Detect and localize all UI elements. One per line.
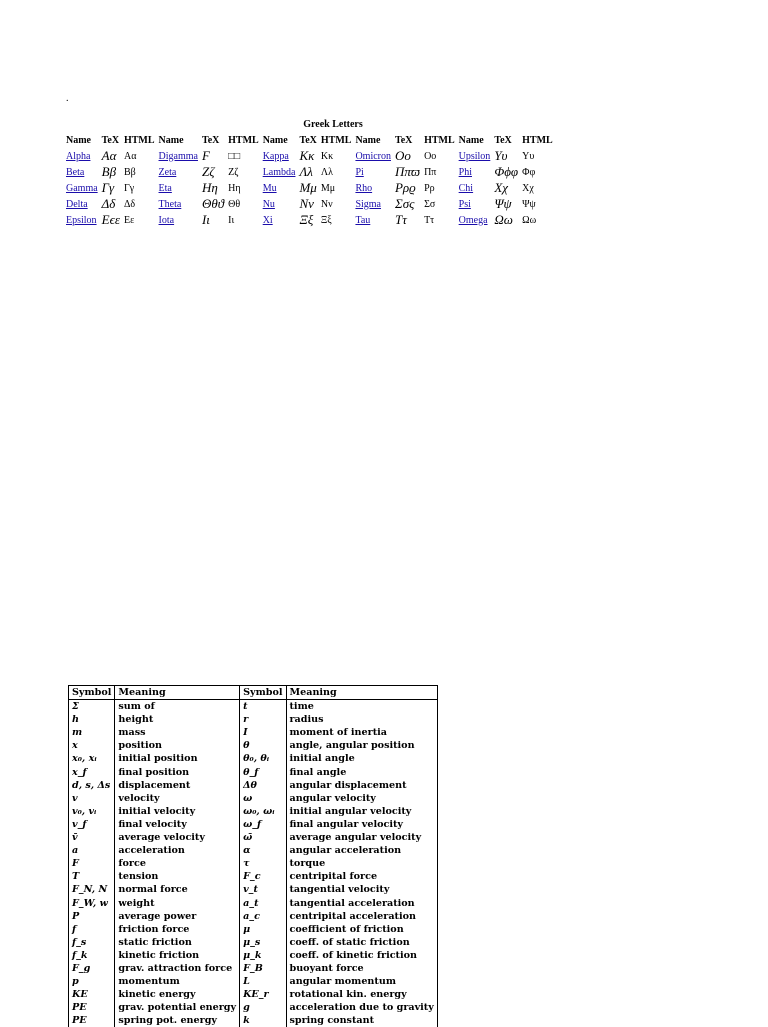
col-header-name: Name (66, 135, 91, 146)
physics-row (69, 844, 438, 857)
symbol-cell: T (69, 870, 115, 883)
symbol-cell: d, s, Δs (69, 779, 115, 792)
greek-name-cell (261, 180, 298, 196)
symbol-cell: m (69, 726, 115, 739)
greek-tex-cell: Φϕφ (494, 164, 519, 179)
symbol-cell: ω₀, ωᵢ (240, 805, 286, 818)
meaning-cell: normal force (115, 883, 240, 896)
symbol-cell: a (69, 844, 115, 857)
meaning-cell: moment of inertia (286, 726, 437, 739)
physics-symbols-table (68, 685, 438, 1027)
greek-letter-link[interactable]: Nu (262, 198, 275, 210)
meaning-cell: average velocity (115, 831, 240, 844)
greek-name-cell (64, 212, 100, 228)
col-header-html: HTML (522, 135, 553, 146)
physics-row (69, 883, 438, 896)
col-header-html: HTML (123, 135, 155, 146)
greek-html-cell: Θθ (228, 198, 241, 210)
greek-tex-cell: Ττ (394, 212, 407, 227)
greek-html-cell: Σσ (424, 198, 436, 210)
greek-name-cell (457, 148, 493, 164)
meaning-cell: average power (115, 910, 240, 923)
symbol-cell: KE (69, 988, 115, 1001)
col-header-name: Name (262, 135, 288, 146)
greek-name-cell (457, 212, 493, 228)
col-header-symbol: Symbol (69, 686, 115, 700)
col-header-name: Name (355, 135, 381, 146)
greek-letter-link[interactable]: Omicron (355, 150, 391, 162)
meaning-cell: coeff. of static friction (286, 936, 437, 949)
greek-tex-cell: Ϝ (201, 148, 210, 163)
symbol-cell: x_f (69, 766, 115, 779)
meaning-cell: force (115, 857, 240, 870)
greek-row (64, 164, 555, 180)
greek-name-cell (261, 196, 298, 212)
greek-tex-cell: Εϵε (101, 212, 120, 227)
greek-tex-cell: Αα (101, 148, 117, 163)
col-header-name: Name (158, 135, 184, 146)
greek-html-cell: Νν (320, 198, 333, 210)
physics-row (69, 949, 438, 962)
meaning-cell: weight (115, 897, 240, 910)
physics-row (69, 779, 438, 792)
page-dot: . (66, 93, 69, 104)
symbol-cell: PE (69, 1001, 115, 1014)
symbol-cell: f_k (69, 949, 115, 962)
greek-html-cell: Γγ (123, 182, 135, 194)
greek-letters-table (64, 133, 555, 228)
meaning-cell: average angular velocity (286, 831, 437, 844)
physics-row (69, 726, 438, 739)
physics-row (69, 818, 438, 831)
symbol-cell: μ_k (240, 949, 286, 962)
greek-name-cell (157, 196, 200, 212)
greek-tex-cell: Λλ (299, 164, 313, 179)
greek-letter-link[interactable]: Xi (262, 214, 273, 226)
greek-letter-link[interactable]: Digamma (158, 150, 198, 162)
symbol-cell: t (240, 700, 286, 714)
symbol-cell: ω_f (240, 818, 286, 831)
physics-row (69, 962, 438, 975)
symbol-cell: I (240, 726, 286, 739)
greek-tex-cell: Οο (394, 148, 411, 163)
greek-tex-cell: Ρρϱ (394, 180, 416, 195)
physics-row (69, 910, 438, 923)
symbol-cell: Δθ (240, 779, 286, 792)
greek-html-cell: Φφ (522, 166, 536, 178)
meaning-cell: initial angular velocity (286, 805, 437, 818)
greek-name-cell (353, 164, 393, 180)
physics-row (69, 1014, 438, 1027)
greek-name-cell (261, 212, 298, 228)
col-header-html: HTML (320, 135, 352, 146)
greek-tex-cell: Μμ (299, 180, 317, 195)
symbol-cell: PE (69, 1014, 115, 1027)
greek-tex-cell: Ψψ (494, 196, 512, 211)
greek-letters-title: Greek Letters (303, 119, 363, 130)
meaning-cell: angle, angular position (286, 739, 437, 752)
greek-html-cell: Ββ (123, 166, 136, 178)
symbol-cell: a_c (240, 910, 286, 923)
greek-name-cell (353, 196, 393, 212)
physics-row (69, 897, 438, 910)
greek-tex-cell: Δδ (101, 196, 116, 211)
col-header-html: HTML (228, 135, 259, 146)
meaning-cell: tangential acceleration (286, 897, 437, 910)
meaning-cell: initial velocity (115, 805, 240, 818)
greek-letter-link[interactable]: Alpha (66, 150, 91, 162)
greek-tex-cell: Κκ (299, 148, 315, 163)
meaning-cell: grav. potential energy (115, 1001, 240, 1014)
greek-html-cell: Κκ (320, 150, 334, 162)
greek-html-cell: Ψψ (522, 198, 536, 210)
greek-tex-cell: Σσς (394, 196, 415, 211)
symbol-cell: k (240, 1014, 286, 1027)
greek-name-cell (157, 164, 200, 180)
symbol-cell: θ (240, 739, 286, 752)
col-header-tex: TeX (394, 135, 413, 146)
greek-html-cell: □□ (228, 150, 241, 162)
meaning-cell: rotational kin. energy (286, 988, 437, 1001)
physics-row (69, 766, 438, 779)
greek-html-cell: Ηη (228, 182, 241, 194)
greek-letter-link[interactable]: Omega (458, 214, 488, 226)
symbol-cell: Σ (69, 700, 115, 714)
greek-name-cell (457, 180, 493, 196)
greek-name-cell (157, 148, 200, 164)
greek-name-cell (353, 148, 393, 164)
greek-letter-link[interactable]: Kappa (262, 150, 289, 162)
col-header-name: Name (458, 135, 484, 146)
physics-row (69, 752, 438, 765)
physics-row (69, 700, 438, 714)
meaning-cell: angular displacement (286, 779, 437, 792)
greek-letter-link[interactable]: Gamma (66, 182, 98, 194)
meaning-cell: radius (286, 713, 437, 726)
meaning-cell: centripital acceleration (286, 910, 437, 923)
symbol-cell: h (69, 713, 115, 726)
symbol-cell: x (69, 739, 115, 752)
meaning-cell: centripital force (286, 870, 437, 883)
symbol-cell: μ (240, 923, 286, 936)
greek-html-cell: Αα (123, 150, 137, 162)
greek-letter-link[interactable]: Phi (458, 166, 472, 178)
physics-row (69, 805, 438, 818)
greek-html-cell: Δδ (123, 198, 136, 210)
greek-tex-cell: Υυ (494, 148, 508, 163)
meaning-cell: tension (115, 870, 240, 883)
greek-letter-link[interactable]: Epsilon (66, 214, 97, 226)
greek-tex-cell: Χχ (494, 180, 508, 195)
greek-row (64, 196, 555, 212)
greek-html-cell: Ρρ (424, 182, 435, 194)
meaning-cell: angular momentum (286, 975, 437, 988)
greek-html-cell: Ππ (424, 166, 437, 178)
symbol-cell: μ_s (240, 936, 286, 949)
symbol-cell: θ_f (240, 766, 286, 779)
greek-html-cell: Ιι (228, 214, 235, 226)
meaning-cell: time (286, 700, 437, 714)
greek-tex-cell: Ωω (494, 212, 513, 227)
greek-letter-link[interactable]: Zeta (158, 166, 177, 178)
symbol-cell: L (240, 975, 286, 988)
greek-name-cell (64, 196, 100, 212)
meaning-cell: grav. attraction force (115, 962, 240, 975)
meaning-cell: final velocity (115, 818, 240, 831)
greek-letter-link[interactable]: Psi (458, 198, 471, 210)
col-header-html: HTML (424, 135, 455, 146)
greek-name-cell (353, 180, 393, 196)
meaning-cell: final angular velocity (286, 818, 437, 831)
greek-letter-link[interactable]: Chi (458, 182, 474, 194)
meaning-cell: angular acceleration (286, 844, 437, 857)
greek-tex-cell: Θθϑ (201, 196, 225, 211)
physics-row (69, 870, 438, 883)
meaning-cell: sum of (115, 700, 240, 714)
greek-header-row (64, 133, 555, 148)
greek-html-cell: Χχ (522, 182, 534, 194)
meaning-cell: final position (115, 766, 240, 779)
symbol-cell: v_t (240, 883, 286, 896)
greek-tex-cell: Ξξ (299, 212, 314, 227)
physics-row (69, 739, 438, 752)
symbol-cell: F (69, 857, 115, 870)
greek-letter-link[interactable]: Delta (66, 198, 88, 210)
symbol-cell: g (240, 1001, 286, 1014)
symbol-cell: KE_r (240, 988, 286, 1001)
greek-name-cell (157, 180, 200, 196)
greek-row (64, 212, 555, 228)
greek-html-cell: Υυ (522, 150, 535, 162)
greek-name-cell (64, 164, 100, 180)
symbol-cell: α (240, 844, 286, 857)
greek-html-cell: Λλ (320, 166, 333, 178)
symbol-cell: v_f (69, 818, 115, 831)
greek-name-cell (157, 212, 200, 228)
greek-tex-cell: Ζζ (201, 164, 215, 179)
greek-name-cell (457, 164, 493, 180)
greek-letter-link[interactable]: Pi (355, 166, 364, 178)
greek-tex-cell: Ββ (101, 164, 117, 179)
meaning-cell: acceleration due to gravity (286, 1001, 437, 1014)
symbol-cell: τ (240, 857, 286, 870)
meaning-cell: height (115, 713, 240, 726)
greek-tex-cell: Νν (299, 196, 314, 211)
meaning-cell: torque (286, 857, 437, 870)
greek-letter-link[interactable]: Upsilon (458, 150, 491, 162)
greek-letter-link[interactable]: Beta (66, 166, 85, 178)
greek-html-cell: Ττ (424, 214, 435, 226)
meaning-cell: buoyant force (286, 962, 437, 975)
symbol-cell: f_s (69, 936, 115, 949)
physics-row (69, 1001, 438, 1014)
greek-tex-cell: Ππϖ (394, 164, 421, 179)
greek-letter-link[interactable]: Lambda (262, 166, 296, 178)
meaning-cell: coefficient of friction (286, 923, 437, 936)
meaning-cell: kinetic energy (115, 988, 240, 1001)
physics-row (69, 988, 438, 1001)
greek-name-cell (261, 164, 298, 180)
physics-row (69, 936, 438, 949)
meaning-cell: mass (115, 726, 240, 739)
greek-html-cell: Ξξ (320, 214, 332, 226)
col-header-tex: TeX (201, 135, 220, 146)
greek-letter-link[interactable]: Tau (355, 214, 371, 226)
greek-letter-link[interactable]: Sigma (355, 198, 381, 210)
greek-row (64, 180, 555, 196)
symbol-cell: P (69, 910, 115, 923)
meaning-cell: angular velocity (286, 792, 437, 805)
greek-letter-link[interactable]: Theta (158, 198, 182, 210)
symbol-cell: F_g (69, 962, 115, 975)
meaning-cell: friction force (115, 923, 240, 936)
symbol-cell: F_W, w (69, 897, 115, 910)
meaning-cell: coeff. of kinetic friction (286, 949, 437, 962)
meaning-cell: displacement (115, 779, 240, 792)
greek-letter-link[interactable]: Mu (262, 182, 277, 194)
greek-tex-cell: Ιι (201, 212, 210, 227)
meaning-cell: tangential velocity (286, 883, 437, 896)
greek-tex-cell: Γγ (101, 180, 115, 195)
col-header-tex: TeX (494, 135, 512, 146)
meaning-cell: acceleration (115, 844, 240, 857)
symbol-cell: v (69, 792, 115, 805)
symbol-cell: ω (240, 792, 286, 805)
physics-row (69, 831, 438, 844)
meaning-cell: momentum (115, 975, 240, 988)
greek-html-cell: Εε (123, 214, 135, 226)
greek-html-cell: Ζζ (228, 166, 239, 178)
symbol-cell: F_N, N (69, 883, 115, 896)
symbol-cell: p (69, 975, 115, 988)
symbol-cell: v₀, vᵢ (69, 805, 115, 818)
greek-html-cell: Ωω (522, 214, 537, 226)
physics-row (69, 975, 438, 988)
symbol-cell: ω̄ (240, 831, 286, 844)
greek-html-cell: Οο (424, 150, 437, 162)
greek-letter-link[interactable]: Rho (355, 182, 373, 194)
symbol-cell: a_t (240, 897, 286, 910)
meaning-cell: final angle (286, 766, 437, 779)
meaning-cell: spring pot. energy (115, 1014, 240, 1027)
greek-name-cell (457, 196, 493, 212)
physics-row (69, 857, 438, 870)
meaning-cell: static friction (115, 936, 240, 949)
symbol-cell: v̄ (69, 831, 115, 844)
greek-letter-link[interactable]: Iota (158, 214, 175, 226)
physics-header-row (69, 686, 438, 700)
meaning-cell: spring constant (286, 1014, 437, 1027)
meaning-cell: initial position (115, 752, 240, 765)
col-header-symbol: Symbol (240, 686, 286, 700)
greek-name-cell (64, 148, 100, 164)
symbol-cell: θ₀, θᵢ (240, 752, 286, 765)
col-header-meaning: Meaning (286, 686, 437, 700)
greek-html-cell: Μμ (320, 182, 336, 194)
symbol-cell: f (69, 923, 115, 936)
physics-row (69, 792, 438, 805)
col-header-tex: TeX (101, 135, 120, 146)
greek-name-cell (353, 212, 393, 228)
symbol-cell: F_B (240, 962, 286, 975)
physics-row (69, 923, 438, 936)
meaning-cell: kinetic friction (115, 949, 240, 962)
symbol-cell: r (240, 713, 286, 726)
physics-row (69, 713, 438, 726)
symbol-cell: x₀, xᵢ (69, 752, 115, 765)
meaning-cell: initial angle (286, 752, 437, 765)
meaning-cell: velocity (115, 792, 240, 805)
greek-name-cell (261, 148, 298, 164)
meaning-cell: position (115, 739, 240, 752)
symbol-cell: F_c (240, 870, 286, 883)
col-header-tex: TeX (299, 135, 317, 146)
greek-letter-link[interactable]: Eta (158, 182, 172, 194)
greek-row (64, 148, 555, 164)
greek-tex-cell: Ηη (201, 180, 218, 195)
col-header-meaning: Meaning (115, 686, 240, 700)
greek-name-cell (64, 180, 100, 196)
